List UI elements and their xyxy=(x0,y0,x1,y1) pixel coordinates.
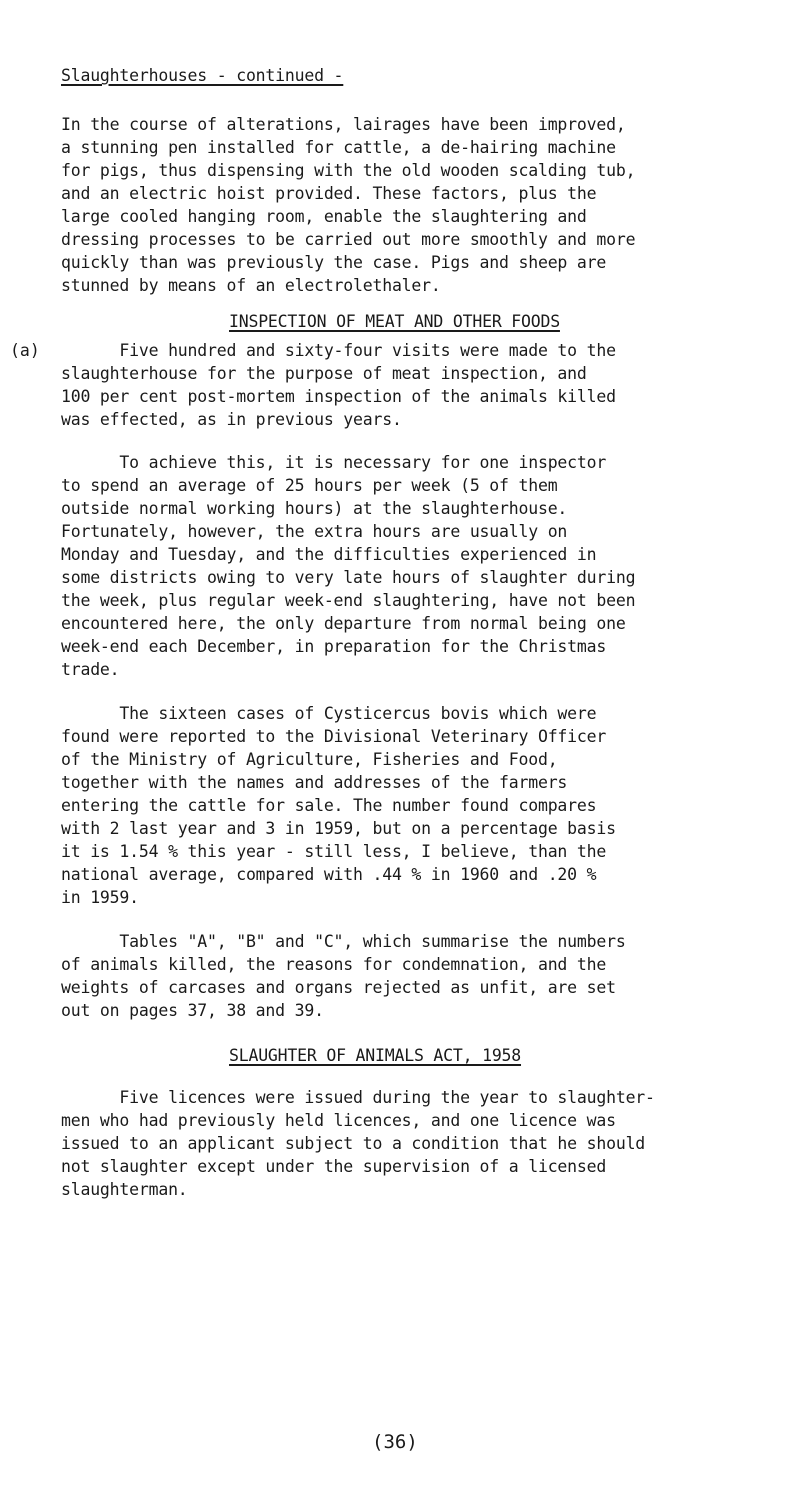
text-line: weights of carcases and organs rejected as unfit, are set xyxy=(61,978,616,997)
text-line: national average, compared with .44 % in 1960 and .20 % xyxy=(61,865,597,884)
text-line: To achieve this, it is necessary for one inspector xyxy=(61,453,607,472)
page-number: (36) xyxy=(372,1431,418,1453)
text-line: week-end each December, in preparation for the Christmas xyxy=(61,637,607,656)
text-line: large cooled hanging room, enable the slaughtering and xyxy=(61,207,587,226)
text-line: was effected, as in previous years. xyxy=(61,410,402,429)
text-line: a stunning pen installed for cattle, a de-hairing machine xyxy=(61,138,616,157)
paragraph-marker: (a) xyxy=(10,341,40,360)
text-line: the week, plus regular week-end slaughtering, have not been xyxy=(61,591,636,610)
text-line: slaughterhouse for the purpose of meat inspection, and xyxy=(61,364,587,383)
text-line: out on pages 37, 38 and 39. xyxy=(61,1001,324,1020)
text-line: outside normal working hours) at the slaughterhouse. xyxy=(61,499,568,518)
section-heading-inspection: INSPECTION OF MEAT AND OTHER FOODS xyxy=(229,312,560,331)
section-heading-slaughter-act: SLAUGHTER OF ANIMALS ACT, 1958 xyxy=(229,1046,522,1065)
text-line: dressing processes to be carried out more smoothly and more xyxy=(61,230,636,249)
text-line: trade. xyxy=(61,660,120,679)
text-line: entering the cattle for sale. The number found compares xyxy=(61,796,597,815)
text-line: of the Ministry of Agriculture, Fisheries and Food, xyxy=(61,750,558,769)
text-line: quickly than was previously the case. Pigs and sheep are xyxy=(61,253,607,272)
text-line: The sixteen cases of Cysticercus bovis which were xyxy=(61,704,597,723)
text-line: men who had previously held licences, and one licence was xyxy=(61,1111,616,1130)
text-line: issued to an applicant subject to a condition that he should xyxy=(61,1134,646,1153)
text-line: not slaughter except under the supervision of a licensed xyxy=(61,1157,607,1176)
text-line: stunned by means of an electrolethaler. xyxy=(61,276,441,295)
text-line: Tables "A", "B" and "C", which summarise the numbers xyxy=(61,932,626,951)
text-line: slaughterman. xyxy=(61,1180,188,1199)
text-line: 100 per cent post-mortem inspection of the animals killed xyxy=(61,387,616,406)
text-line: found were reported to the Divisional Veterinary Officer xyxy=(61,727,607,746)
text-line: encountered here, the only departure from normal being one xyxy=(61,614,626,633)
text-line: In the course of alterations, lairages have been improved, xyxy=(61,115,626,134)
text-line: in 1959. xyxy=(61,888,139,907)
text-line: Five hundred and sixty-four visits were made to the xyxy=(61,341,616,360)
text-line: some districts owing to very late hours of slaughter during xyxy=(61,568,636,587)
text-line: Monday and Tuesday, and the difficulties experienced in xyxy=(61,545,597,564)
text-line: it is 1.54 % this year - still less, I believe, than the xyxy=(61,842,607,861)
running-header: Slaughterhouses - continued - xyxy=(61,66,344,85)
text-line: Five licences were issued during the year to slaughter- xyxy=(61,1088,655,1107)
text-line: and an electric hoist provided. These factors, plus the xyxy=(61,184,597,203)
text-line: of animals killed, the reasons for condemnation, and the xyxy=(61,955,607,974)
text-line: for pigs, thus dispensing with the old wooden scalding tub, xyxy=(61,161,636,180)
text-line: Fortunately, however, the extra hours are usually on xyxy=(61,522,568,541)
text-line: to spend an average of 25 hours per week (5 of them xyxy=(61,476,558,495)
text-line: together with the names and addresses of the farmers xyxy=(61,773,568,792)
text-line: with 2 last year and 3 in 1959, but on a percentage basis xyxy=(61,819,616,838)
